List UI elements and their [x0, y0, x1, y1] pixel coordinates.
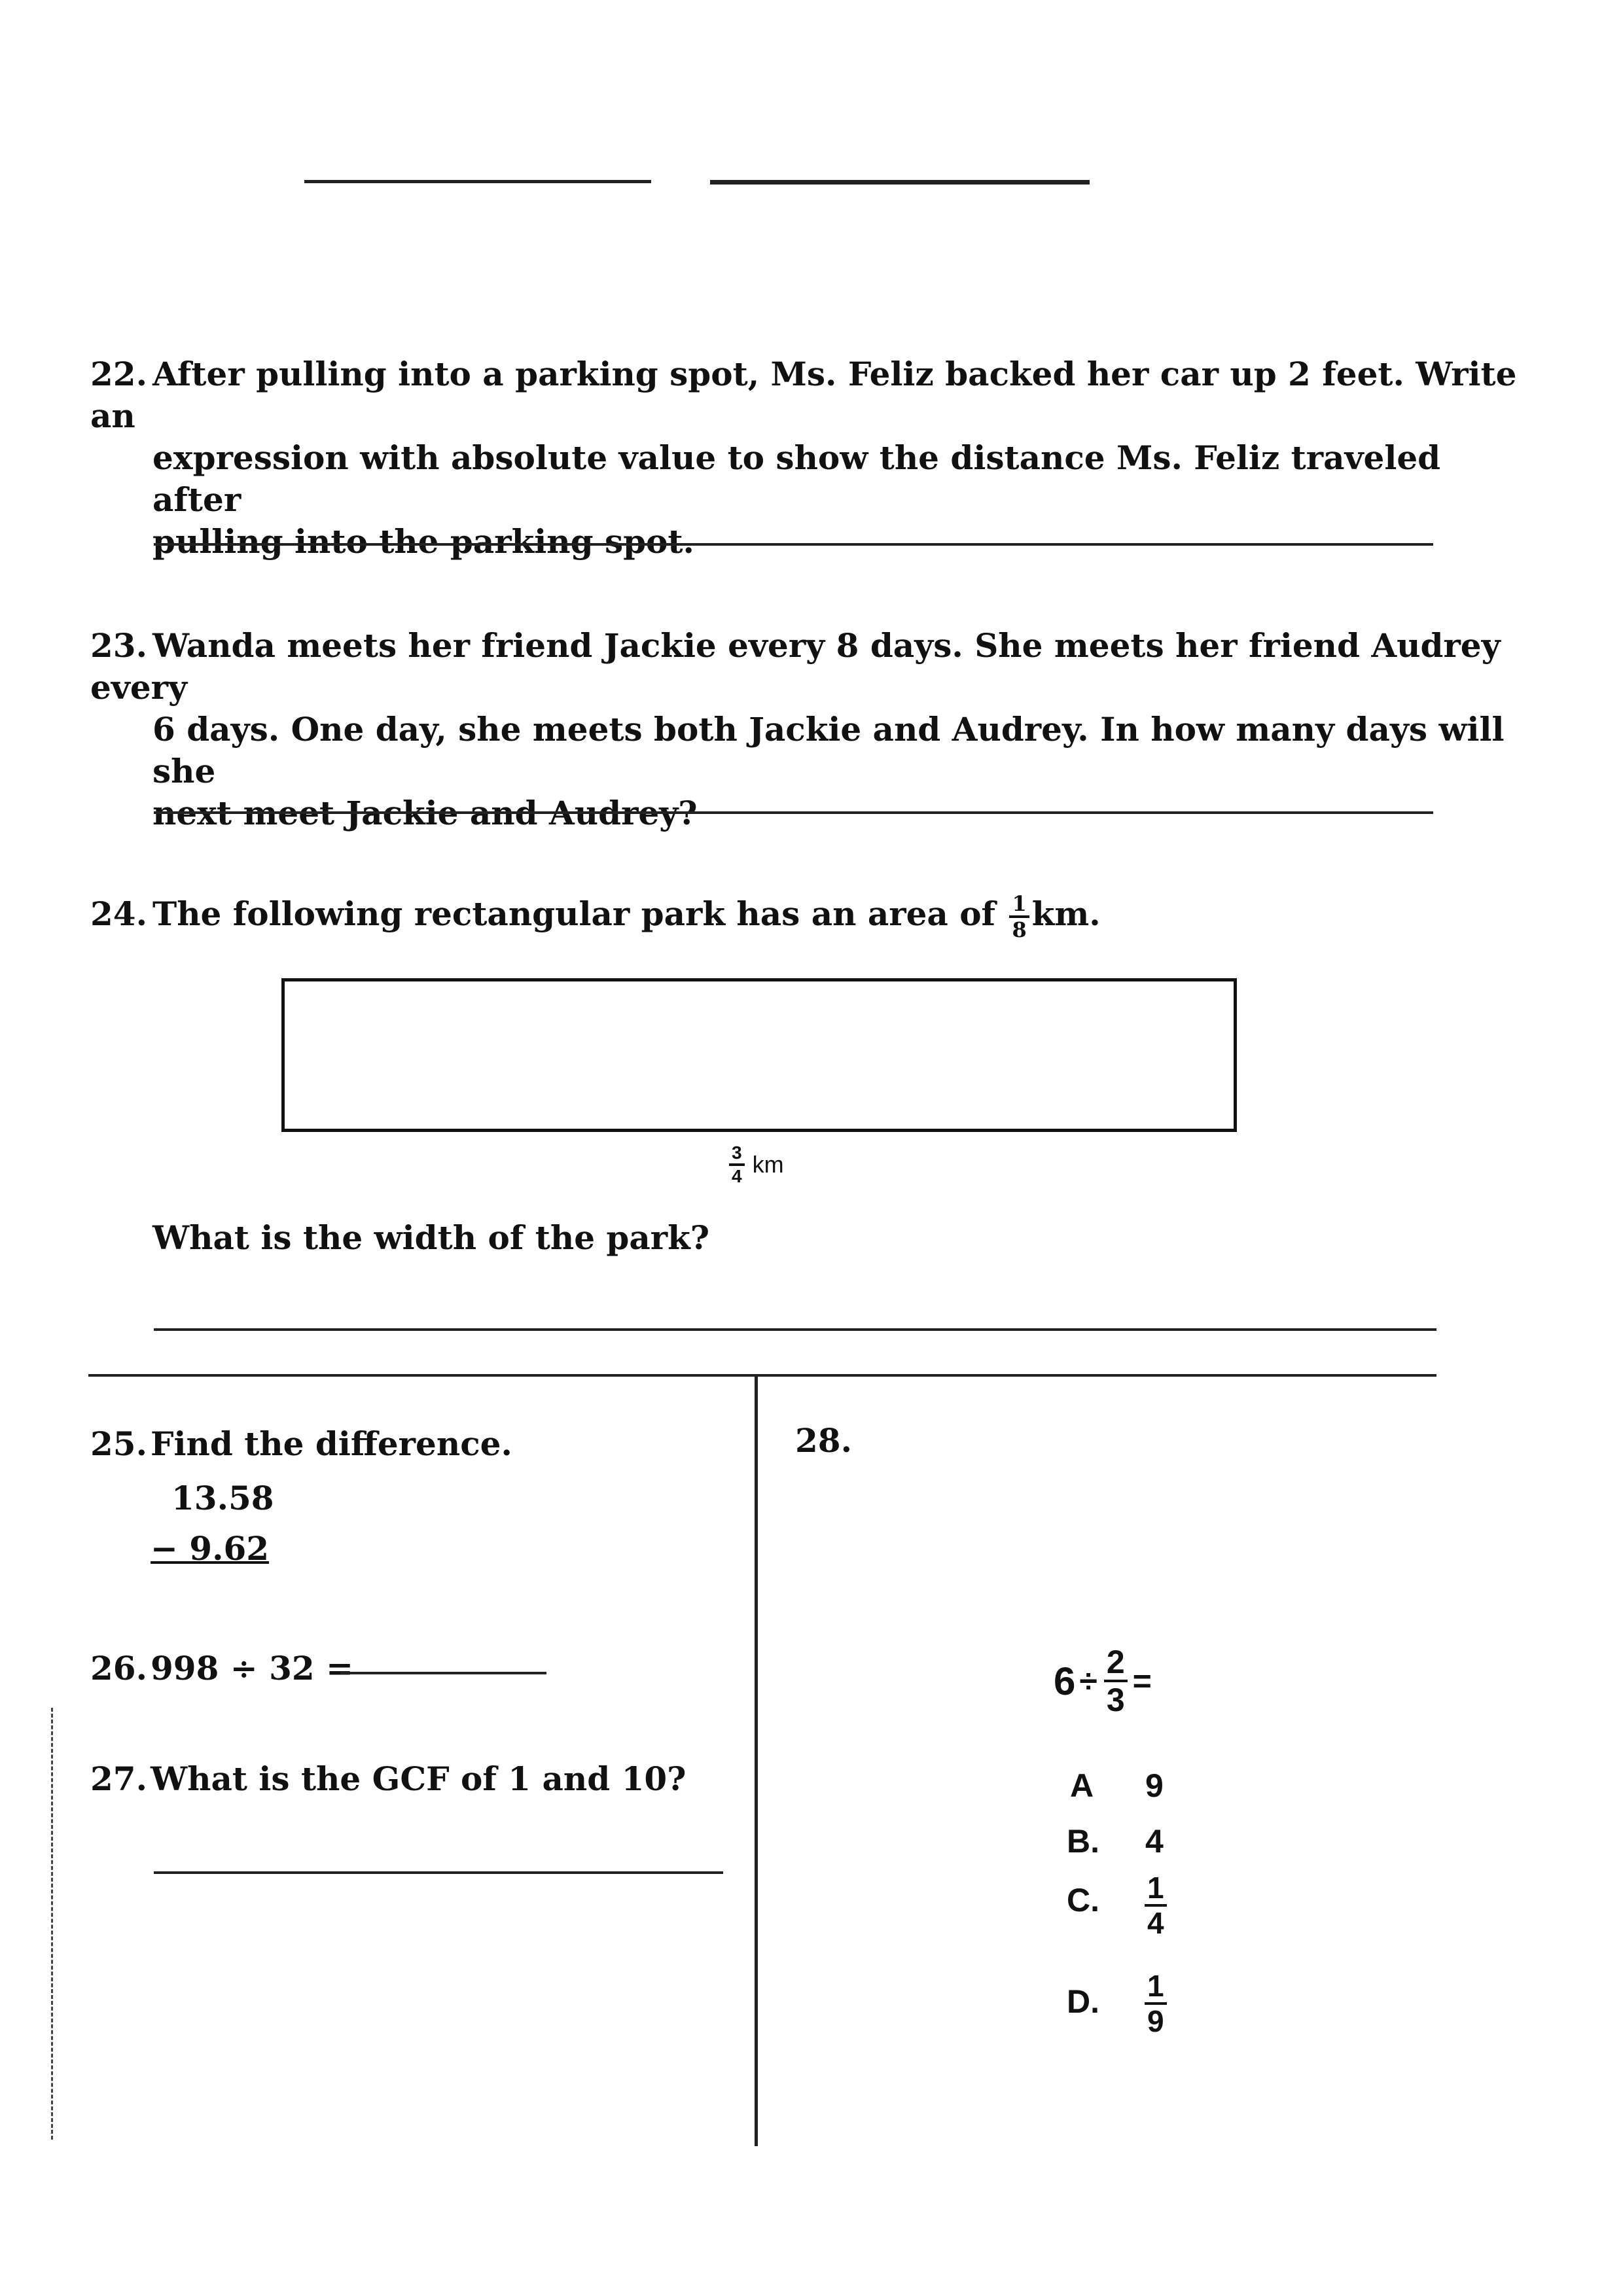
divisor-fraction — [1104, 1646, 1128, 1716]
fraction-denominator: 9 — [1147, 2004, 1164, 2038]
fraction-denominator: 4 — [732, 1166, 742, 1186]
answer-line-23[interactable] — [154, 811, 1433, 814]
answer-line-27[interactable] — [154, 1871, 723, 1874]
question-text-line: 6 days. One day, she meets both Jackie and Audrey. In how many days will she — [152, 710, 1505, 790]
minuend: 13.58 — [171, 1479, 274, 1517]
fraction-numerator: 2 — [1104, 1646, 1128, 1682]
question-26 — [90, 1648, 353, 1689]
area-fraction — [1009, 893, 1029, 940]
fraction-numerator: 1 — [1145, 1971, 1167, 2005]
choice-d-letter[interactable]: D. — [1067, 1983, 1099, 2020]
choice-d-fraction[interactable] — [1142, 1971, 1169, 2036]
choice-c-fraction[interactable] — [1142, 1873, 1169, 1938]
area-unit: km. — [1031, 894, 1101, 933]
question-24 — [90, 893, 1203, 940]
question-28-number: 28. — [795, 1421, 852, 1460]
column-divider — [755, 1374, 758, 2146]
whole-number: 6 — [1054, 1659, 1076, 1703]
fraction-denominator: 3 — [1106, 1682, 1125, 1718]
question-number: 22. — [90, 355, 147, 393]
question-23 — [90, 625, 1563, 834]
question-text: Find the difference. — [151, 1424, 512, 1463]
length-unit: km — [752, 1151, 784, 1178]
choice-a-value[interactable]: 9 — [1145, 1767, 1164, 1804]
question-number: 25. — [90, 1424, 147, 1463]
fraction-denominator: 8 — [1012, 917, 1027, 942]
fraction-denominator: 4 — [1147, 1906, 1164, 1940]
operator: ÷ — [1079, 1663, 1097, 1699]
question-27 — [90, 1758, 686, 1800]
question-number: 26. — [90, 1649, 147, 1687]
question-number: 27. — [90, 1759, 147, 1798]
question-text-line: Wanda meets her friend Jackie every 8 days. She meets her friend Audrey every — [90, 626, 1501, 707]
question-22 — [90, 353, 1530, 563]
question-text: The following rectangular park has an area of — [152, 894, 996, 933]
question-text-line: After pulling into a parking spot, Ms. Feliz backed her car up 2 feet. Write an — [90, 355, 1517, 435]
top-rule-right — [710, 180, 1090, 185]
question-25 — [90, 1423, 512, 1465]
fraction-numerator: 1 — [1145, 1873, 1167, 1907]
division-expression — [1054, 1646, 1152, 1716]
fraction-numerator: 1 — [1009, 893, 1029, 918]
answer-line-26[interactable] — [340, 1672, 546, 1674]
park-length-label — [726, 1144, 784, 1186]
question-number: 23. — [90, 626, 147, 665]
fraction-numerator: 3 — [729, 1144, 745, 1166]
question-text-line: expression with absolute value to show the distance Ms. Feliz traveled after — [152, 438, 1441, 519]
choice-b-letter[interactable]: B. — [1067, 1823, 1099, 1860]
answer-line-22[interactable] — [154, 543, 1433, 546]
park-rectangle — [281, 978, 1237, 1132]
margin-scan-mark — [51, 1708, 53, 2140]
question-number: 24. — [90, 894, 147, 933]
expression: 998 ÷ 32 = — [151, 1649, 353, 1687]
answer-line-24[interactable] — [154, 1328, 1436, 1331]
question-text-line: next meet Jackie and Audrey? — [152, 794, 698, 832]
choice-c-letter[interactable]: C. — [1067, 1882, 1099, 1918]
subtrahend: − 9.62 — [151, 1529, 270, 1568]
question-text: What is the GCF of 1 and 10? — [151, 1759, 687, 1798]
question-text-line: pulling into the parking spot. — [152, 522, 694, 561]
section-divider — [88, 1374, 1436, 1377]
choice-b-value[interactable]: 4 — [1145, 1823, 1164, 1860]
top-rule-left — [304, 180, 651, 183]
question-24-followup: What is the width of the park? — [152, 1218, 710, 1257]
choice-a-letter[interactable]: A — [1070, 1767, 1094, 1804]
length-fraction — [729, 1144, 745, 1186]
equals-sign: = — [1132, 1663, 1152, 1699]
